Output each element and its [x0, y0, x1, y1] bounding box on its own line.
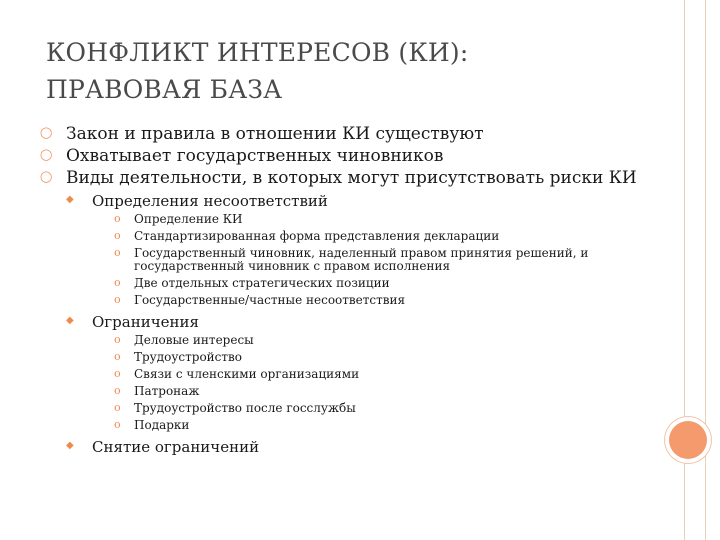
list-item [114, 294, 660, 307]
open-circle-bullet-icon: ◯ [40, 126, 53, 139]
section-item [66, 438, 660, 456]
list-item [114, 247, 660, 273]
title-line-2: ПРАВОВАЯ БАЗА [46, 75, 283, 104]
title-line-1: КОНФЛИКТ ИНТЕРЕСОВ (КИ): [46, 38, 469, 67]
list-item [114, 368, 660, 381]
list-item [114, 334, 660, 347]
small-circle-bullet-icon: o [114, 333, 121, 346]
sub-item-text: Трудоустройство [134, 350, 243, 364]
sub-item-text: Подарки [134, 418, 190, 432]
list-item [114, 277, 660, 290]
sub-item-text: Государственные/частные несоответствия [134, 293, 406, 307]
open-circle-bullet-icon: ◯ [40, 148, 53, 161]
slide-content [40, 124, 660, 460]
small-circle-bullet-icon: o [114, 401, 121, 414]
section-label: Снятие ограничений [92, 438, 260, 456]
list-item [114, 230, 660, 243]
small-circle-bullet-icon: o [114, 384, 121, 397]
section-label: Определения несоответствий [92, 192, 328, 210]
small-circle-bullet-icon: o [114, 367, 121, 380]
sub-item-text: Деловые интересы [134, 333, 254, 347]
filled-diamond-bullet-icon: ◆ [66, 315, 74, 326]
filled-diamond-bullet-icon: ◆ [66, 440, 74, 451]
small-circle-bullet-icon: o [114, 350, 121, 363]
section-item [66, 313, 660, 432]
small-circle-bullet-icon: o [114, 418, 121, 431]
sub-item-text: Государственный чиновник, наделенный правом принятия решений, и государственный чиновник с правом исполнения [134, 246, 589, 273]
list-item [114, 351, 660, 364]
list-item [114, 419, 660, 432]
list-item [40, 146, 660, 166]
decorative-circle [669, 421, 707, 459]
sub-list [114, 213, 660, 307]
sub-item-text: Трудоустройство после госслужбы [134, 401, 356, 415]
decorative-border [684, 0, 706, 540]
main-bullet-list [40, 124, 660, 188]
list-item [114, 213, 660, 226]
small-circle-bullet-icon: o [114, 276, 121, 289]
small-circle-bullet-icon: o [114, 293, 121, 306]
list-item [40, 168, 660, 188]
slide-title [46, 34, 646, 108]
list-item [40, 124, 660, 144]
sub-item-text: Определение КИ [134, 212, 243, 226]
sub-item-text: Две отдельных стратегических позиции [134, 276, 390, 290]
bullet-text: Закон и правила в отношении КИ существуют [66, 124, 484, 144]
list-item [114, 385, 660, 398]
sub-item-text: Стандартизированная форма представления декларации [134, 229, 500, 243]
sub-item-text: Патронаж [134, 384, 200, 398]
section-item [66, 192, 660, 307]
section-list [66, 192, 660, 456]
small-circle-bullet-icon: o [114, 246, 121, 259]
bullet-text: Виды деятельности, в которых могут присутствовать риски КИ [66, 168, 637, 188]
section-label: Ограничения [92, 313, 199, 331]
sub-list [114, 334, 660, 432]
small-circle-bullet-icon: o [114, 212, 121, 225]
small-circle-bullet-icon: o [114, 229, 121, 242]
bullet-text: Охватывает государственных чиновников [66, 146, 444, 166]
list-item [114, 402, 660, 415]
filled-diamond-bullet-icon: ◆ [66, 194, 74, 205]
sub-item-text: Связи с членскими организациями [134, 367, 360, 381]
open-circle-bullet-icon: ◯ [40, 170, 53, 183]
